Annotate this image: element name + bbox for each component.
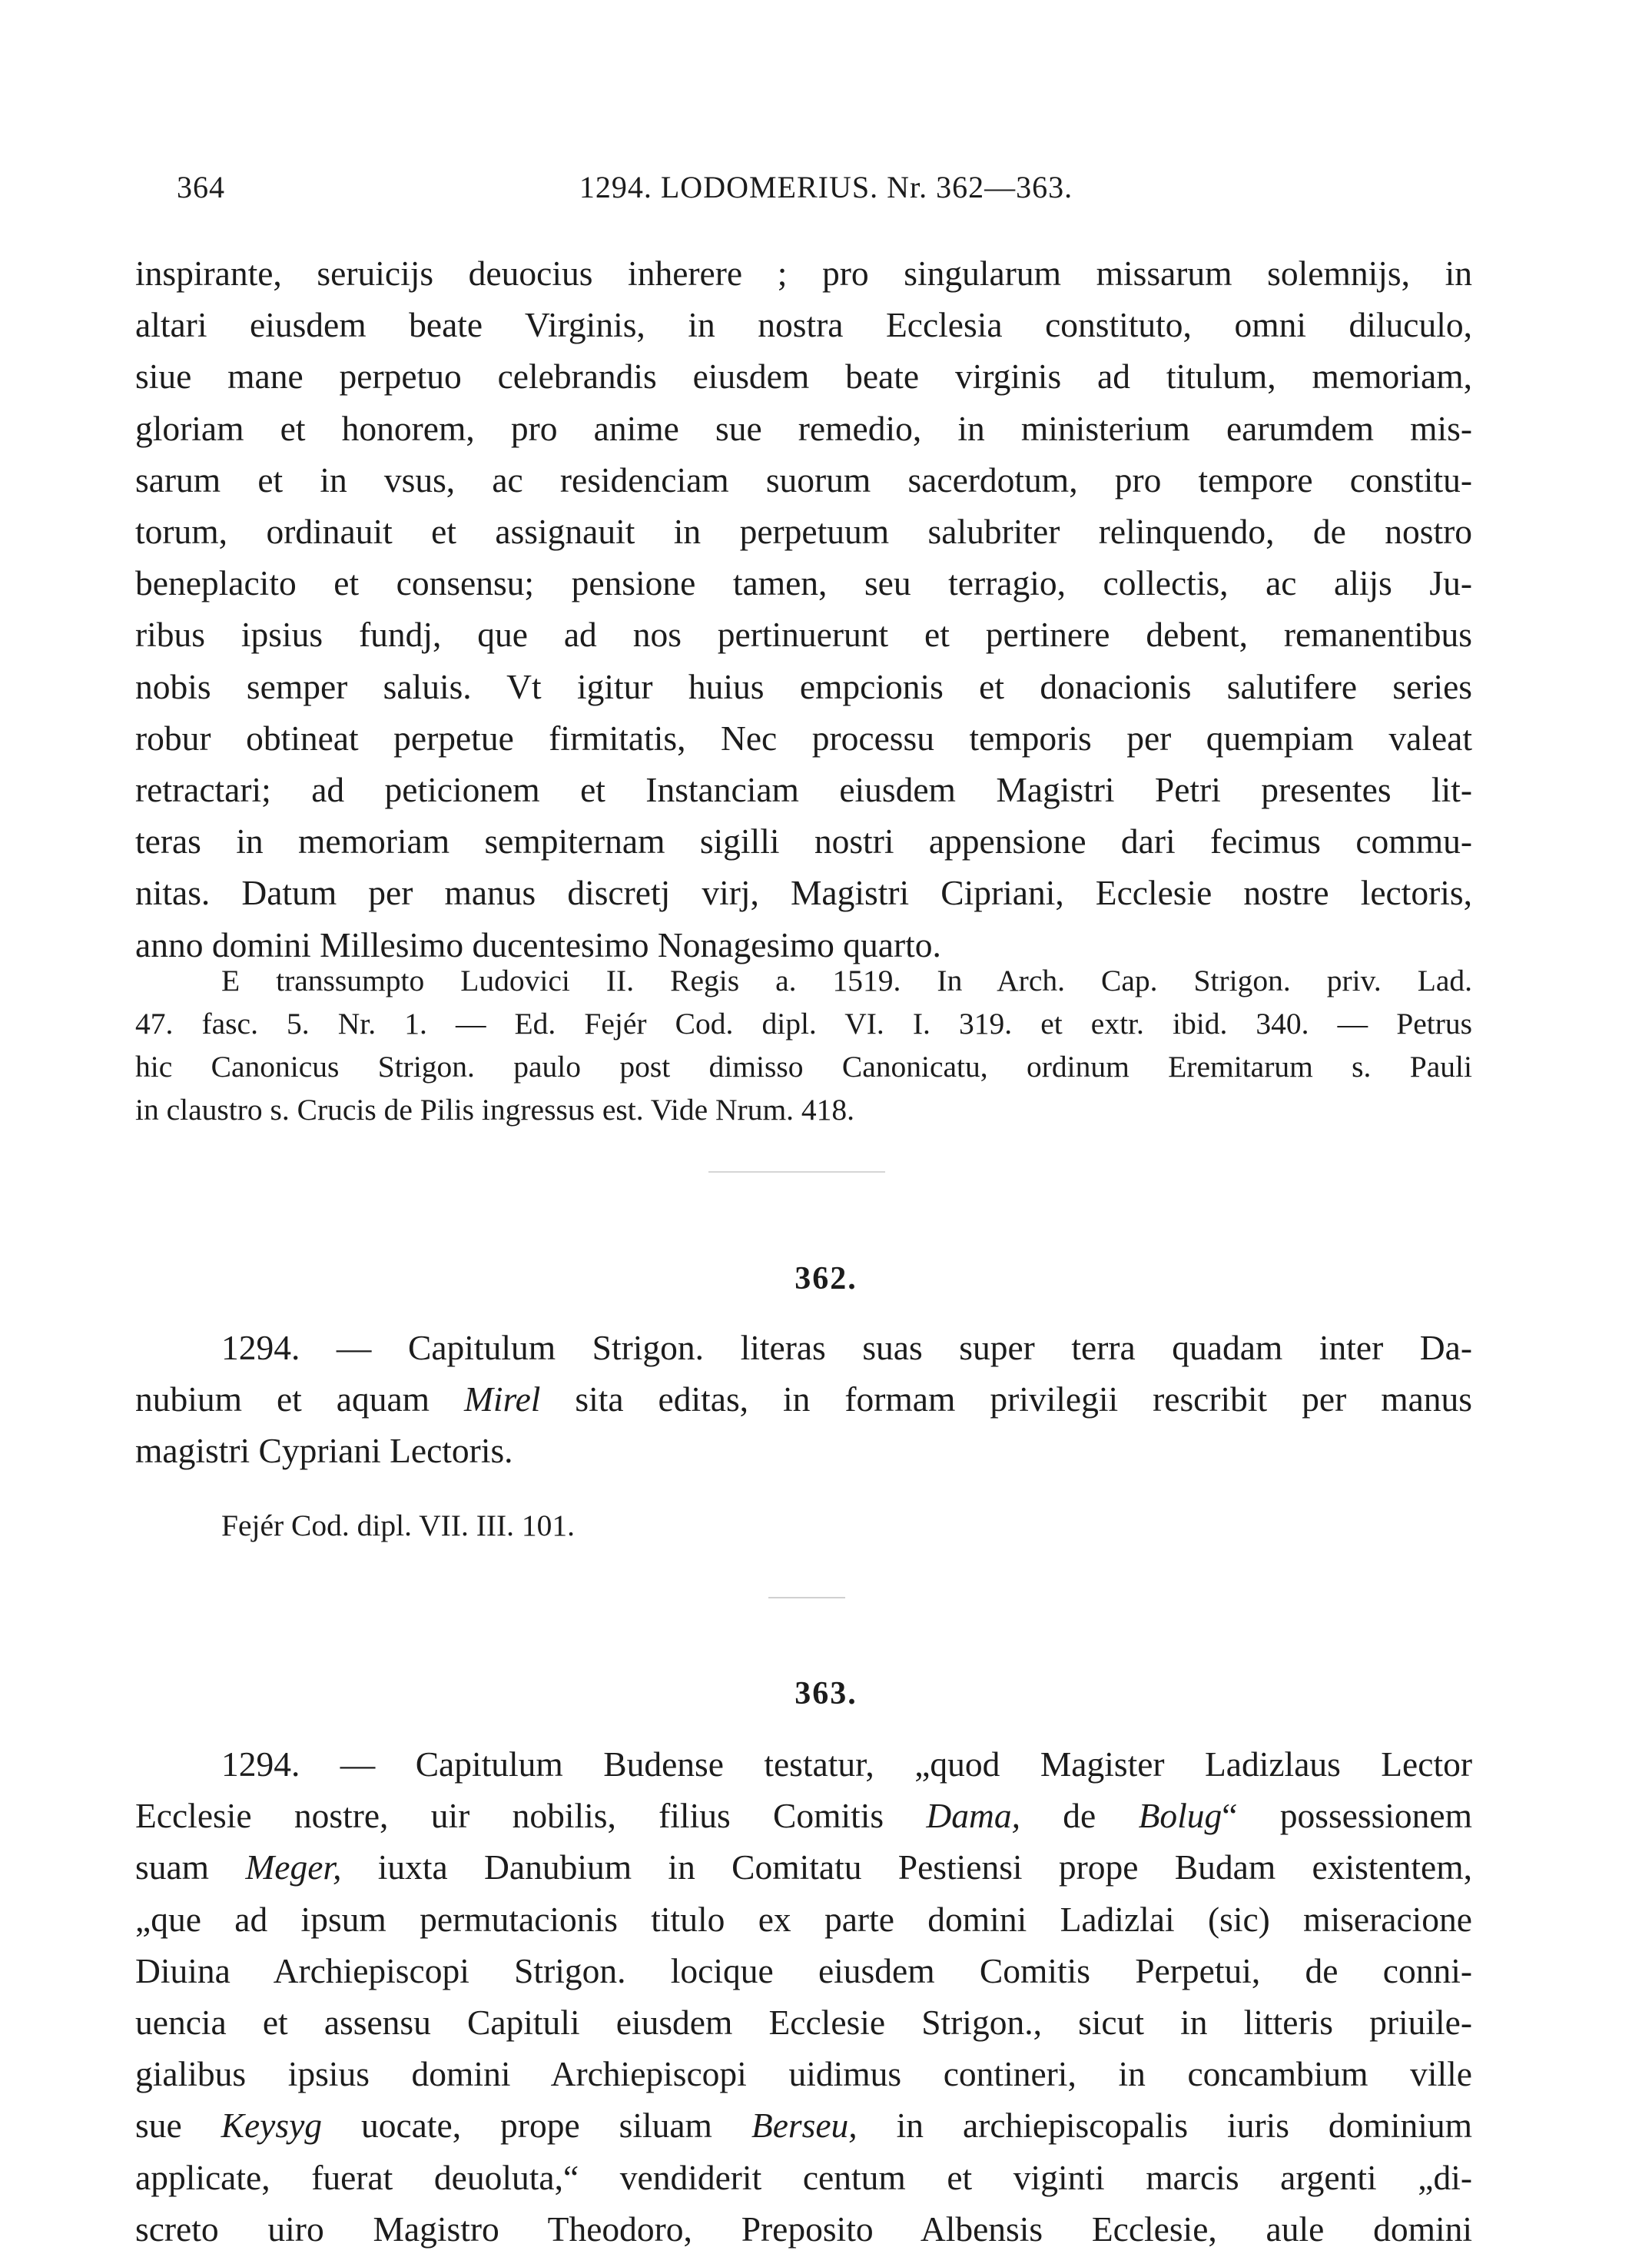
entry-362-source: [135, 1504, 1472, 1547]
text-run: suam: [135, 1847, 246, 1887]
italic-place-name: Keysyg: [221, 2106, 323, 2146]
text-line: nobis semper saluis. Vt igitur huius empcionis et donacionis salutifere series: [135, 666, 1472, 706]
text-line: [135, 1996, 1472, 2048]
text-run: screto uiro Magistro Theodoro, Preposito Albensis Ecclesie, aule domini: [135, 2209, 1472, 2249]
running-title: 1294. LODOMERIUS. Nr. 362—363.: [579, 170, 1073, 204]
text-line: [135, 1738, 1472, 1790]
text-line: teras in memoriam sempiternam sigilli nostri appensione dari fecimus commu-: [135, 821, 1472, 861]
text-line: beneplacito et consensu; pensione tamen, seu terragio, collectis, ac alijs Ju-: [135, 563, 1472, 603]
text-line: 47. fasc. 5. Nr. 1. — Ed. Fejér Cod. dipl. VI. I. 319. et extr. ibid. 340. — Petrus: [135, 1007, 1472, 1041]
italic-place-name: Meger,: [245, 1847, 342, 1887]
text-line: [135, 1841, 1472, 1893]
text-line: E transsumpto Ludovici II. Regis a. 1519. In Arch. Cap. Strigon. priv. Lad.: [221, 964, 1472, 997]
text-run: applicate, fuerat deuoluta,“ vendiderit centum et viginti marcis argenti „di-: [135, 2157, 1472, 2197]
text-run: „que ad ipsum permutacionis titulo ex parte domini Ladizlai (sic) miseracione: [135, 1899, 1472, 1939]
page-number: 364: [177, 170, 225, 204]
text-line: anno domini Millesimo ducentesimo Nonagesimo quarto.: [135, 924, 941, 964]
text-line: sarum et in vsus, ac residenciam suorum sacerdotum, pro tempore constitu-: [135, 460, 1472, 500]
text-line: in claustro s. Crucis de Pilis ingressus est. Vide Nrum. 418.: [135, 1093, 855, 1127]
italic-place-name: Berseu,: [751, 2106, 858, 2146]
text-line: nitas. Datum per manus discretj virj, Magistri Cipriani, Ecclesie nostre lectoris,: [135, 873, 1472, 913]
text-run: in archiepiscopalis iuris dominium: [857, 2106, 1472, 2146]
text-line: ribus ipsius fundj, que ad nos pertinuerunt et pertinere debent, remanentibus: [135, 615, 1472, 655]
entry-362-source-text: Fejér Cod. dipl. VII. III. 101.: [221, 1509, 576, 1542]
text-line: retractari; ad peticionem et Instanciam eiusdem Magistri Petri presentes lit-: [135, 770, 1472, 810]
text-line: [135, 1790, 1472, 1841]
text-line: hic Canonicus Strigon. paulo post dimisso Canonicatu, ordinum Eremitarum s. Pauli: [135, 1050, 1472, 1084]
entry-363-text: [135, 1738, 1472, 2255]
entry-362-text: [135, 1322, 1472, 1477]
text-line: [135, 2099, 1472, 2151]
entry-number-363: 363.: [794, 1676, 858, 1711]
separator-rule: [708, 1171, 885, 1173]
text-line: altari eiusdem beate Virginis, in nostra Ecclesia constituto, omni diluculo,: [135, 305, 1472, 345]
text-run: de: [1020, 1796, 1139, 1836]
text-line: [135, 1894, 1472, 1945]
page-header: [0, 169, 1652, 215]
text-run: 1294. — Capitulum Budense testatur, „quod Magister Ladizlaus Lector: [221, 1744, 1472, 1784]
text-run: uocate, prope siluam: [322, 2106, 751, 2146]
text-line: siue mane perpetuo celebrandis eiusdem beate virginis ad titulum, memoriam,: [135, 357, 1472, 397]
italic-place-name: Bolug: [1138, 1796, 1222, 1836]
text-run: sue: [135, 2106, 221, 2146]
text-run: Ecclesie nostre, uir nobilis, filius Comitis: [135, 1796, 927, 1836]
text-line: [135, 2152, 1472, 2203]
source-note: [135, 959, 1472, 1131]
text-line: [135, 2203, 1472, 2255]
charter-continuation: [135, 247, 1472, 971]
text-line: robur obtineat perpetue firmitatis, Nec processu temporis per quempiam valeat: [135, 718, 1472, 758]
text-run: iuxta Danubium in Comitatu Pestiensi prope Budam existentem,: [341, 1847, 1472, 1887]
text-line: gloriam et honorem, pro anime sue remedio, in ministerium earumdem mis-: [135, 408, 1472, 448]
text-line: [135, 1945, 1472, 1996]
text-run: magistri Cypriani Lectoris.: [135, 1431, 513, 1471]
text-run: nubium et aquam: [135, 1379, 465, 1419]
text-run: gialibus ipsius domini Archiepiscopi uidimus contineri, in concambium ville: [135, 2054, 1472, 2094]
italic-place-name: Dama,: [926, 1796, 1020, 1836]
italic-place-name: Mirel: [464, 1379, 541, 1419]
text-run: 1294. — Capitulum Strigon. literas suas super terra quadam inter Da-: [221, 1328, 1472, 1367]
entry-number-362: 362.: [794, 1261, 858, 1296]
text-run: “ possessionem: [1222, 1796, 1472, 1836]
text-line: [135, 1373, 1472, 1425]
text-run: uencia et assensu Capituli eiusdem Ecclesie Strigon., sicut in litteris priuile-: [135, 2003, 1472, 2043]
separator-rule: [768, 1597, 845, 1598]
text-run: Diuina Archiepiscopi Strigon. locique eiusdem Comitis Perpetui, de conni-: [135, 1950, 1472, 1990]
text-line: torum, ordinauit et assignauit in perpetuum salubriter relinquendo, de nostro: [135, 512, 1472, 552]
text-line: [135, 1322, 1472, 1373]
text-run: sita editas, in formam privilegii rescribit per manus: [540, 1379, 1472, 1419]
text-line: [135, 1425, 1472, 1476]
text-line: [135, 2048, 1472, 2099]
text-line: inspirante, seruicijs deuocius inherere ; pro singularum missarum solemnijs, in: [135, 254, 1472, 293]
